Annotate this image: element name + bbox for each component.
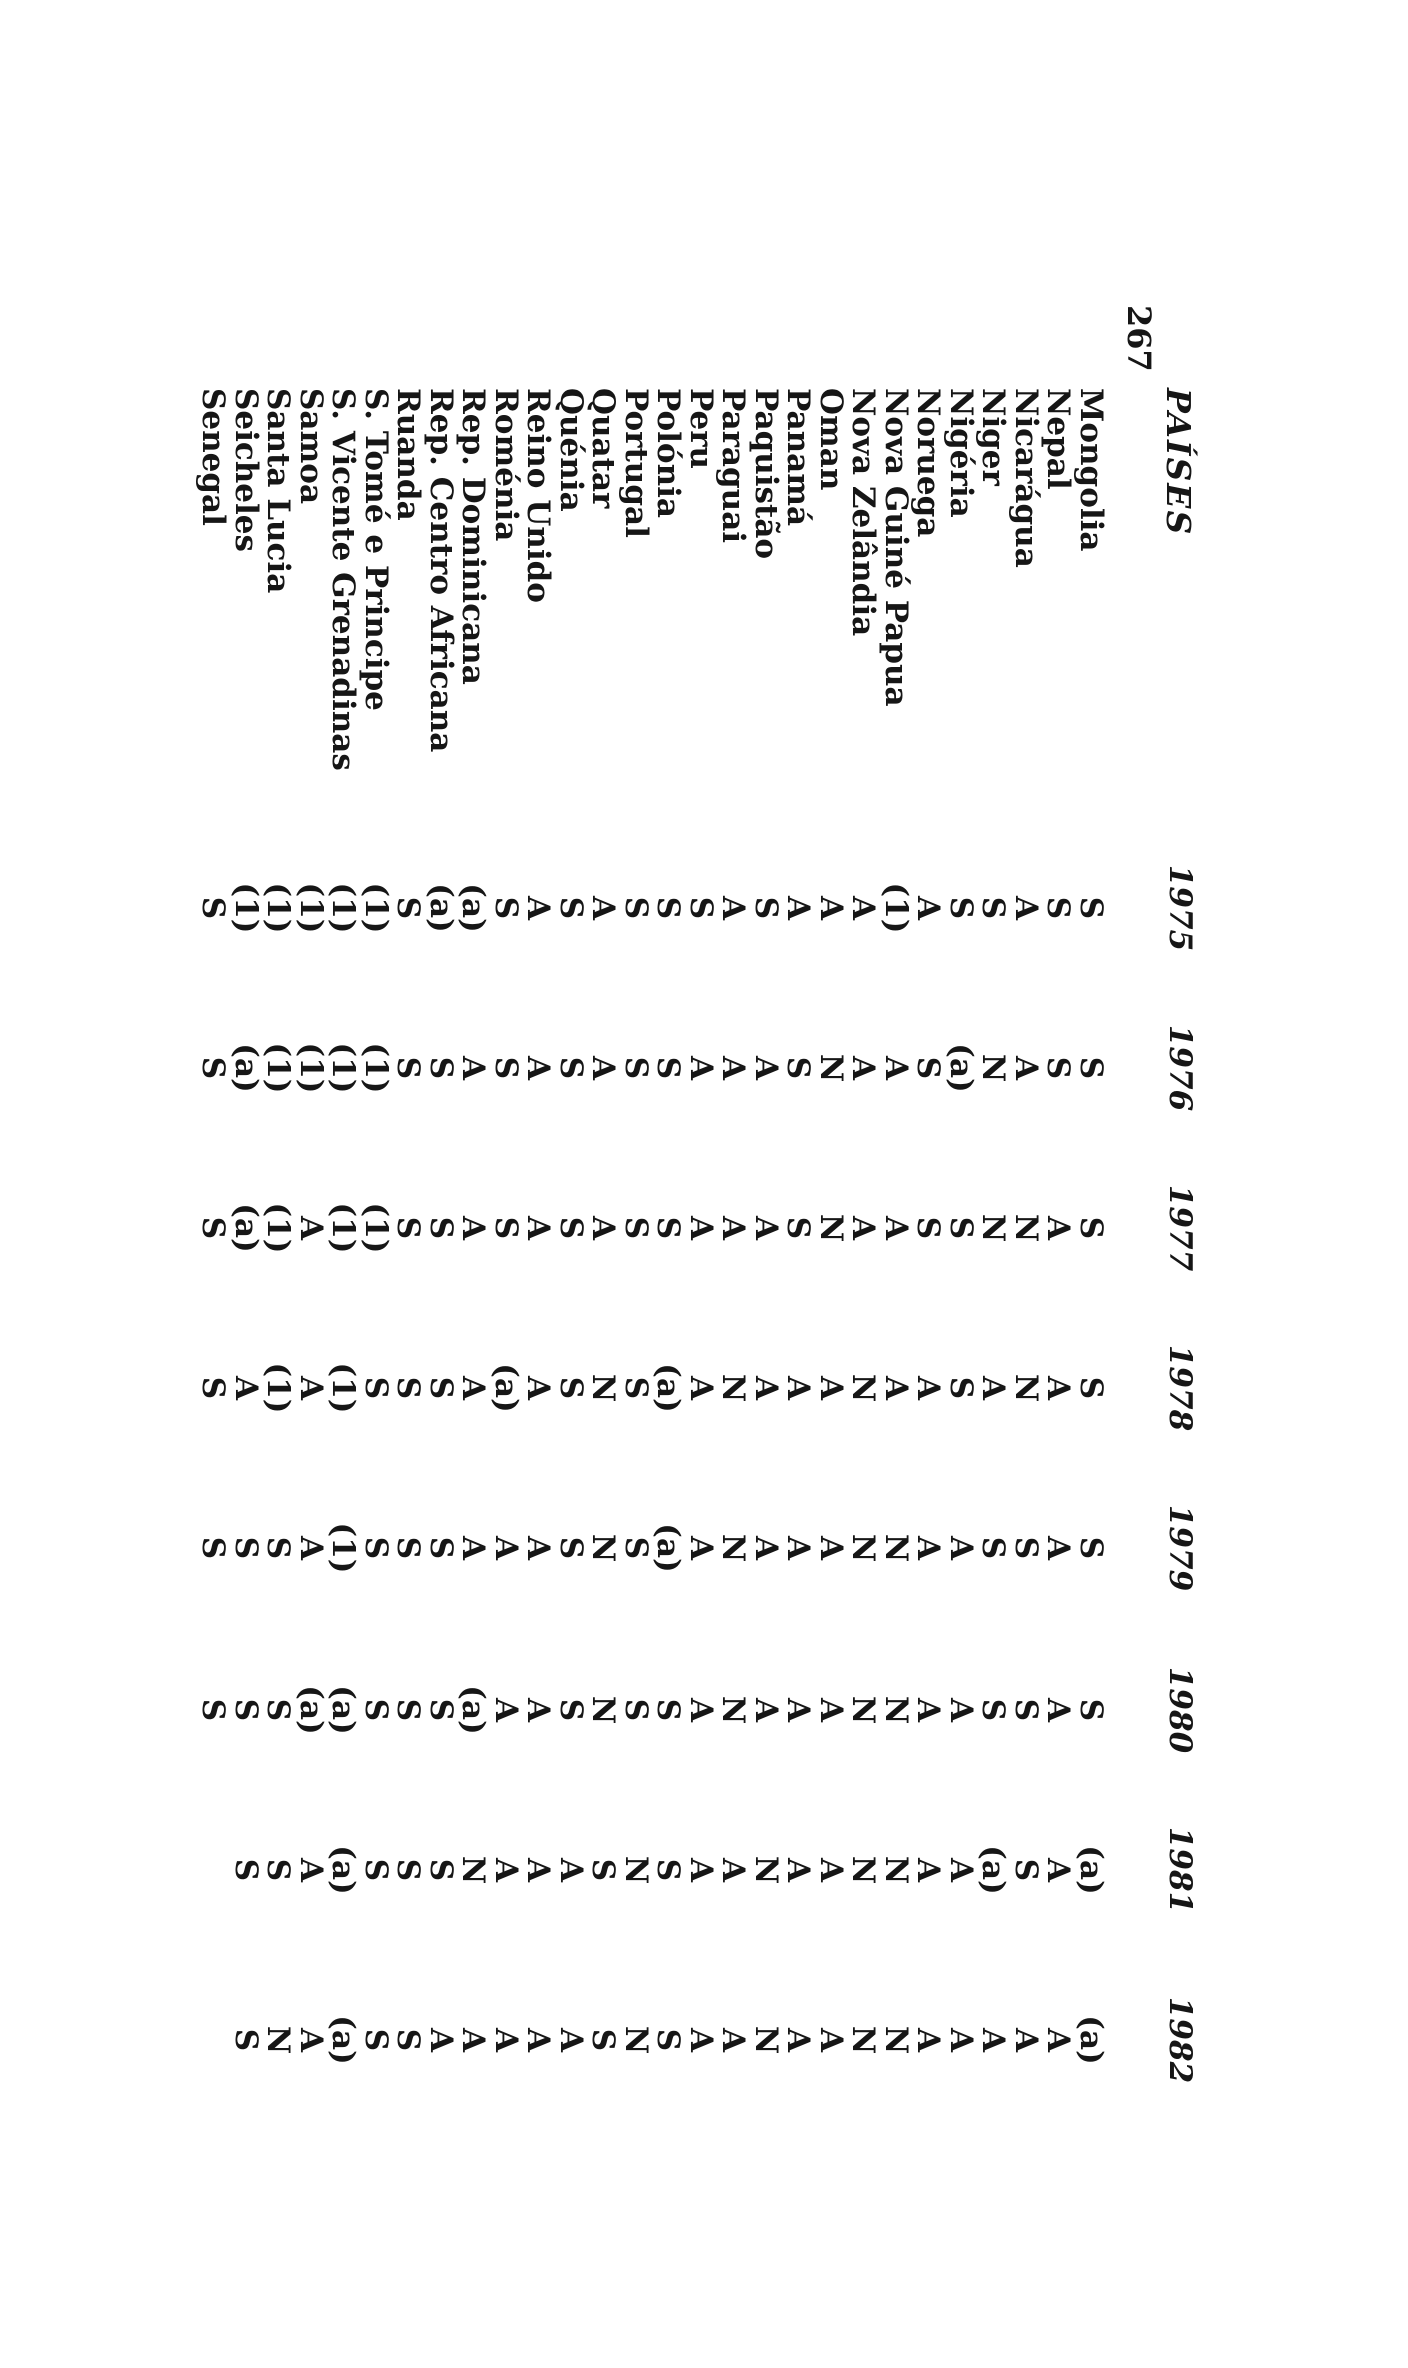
- vote-cell-1982: S: [228, 2028, 264, 2052]
- vote-cell-1981: N: [845, 1855, 882, 1885]
- vote-cell-1978: A: [455, 1375, 492, 1401]
- vote-cell-1977: S: [488, 1216, 524, 1240]
- vote-cell-1975: A: [585, 895, 622, 921]
- vote-cell-1977: S: [943, 1216, 979, 1240]
- vote-cell-1979: (1): [325, 1522, 362, 1574]
- vote-cell-1978: S: [195, 1376, 232, 1400]
- vote-cell-1978: A: [1040, 1375, 1077, 1401]
- table-row: [879, 0, 913, 2368]
- vote-cell-1978: A: [975, 1375, 1012, 1401]
- year-header-1981: 1981: [1162, 1826, 1198, 1914]
- vote-cell-1982: A: [1008, 2027, 1044, 2053]
- table-row: [652, 0, 686, 2368]
- vote-cell-1981: S: [260, 1858, 297, 1882]
- vote-cell-1976: A: [1008, 1055, 1044, 1081]
- vote-cell-1976: (1): [325, 1042, 362, 1094]
- country-name: Nova Zelândia: [845, 388, 882, 637]
- vote-cell-1979: S: [423, 1536, 459, 1560]
- vote-cell-1978: N: [715, 1373, 752, 1403]
- table-row: [847, 0, 881, 2368]
- vote-cell-1975: (1): [878, 882, 914, 934]
- vote-cell-1975: S: [650, 896, 687, 920]
- vote-cell-1979: A: [910, 1535, 947, 1561]
- vote-cell-1979: A: [455, 1535, 492, 1561]
- vote-cell-1979: S: [228, 1536, 264, 1560]
- vote-cell-1981: S: [358, 1858, 394, 1882]
- vote-cell-1978: S: [618, 1376, 654, 1400]
- table-row: [1042, 0, 1076, 2368]
- vote-cell-1975: S: [975, 896, 1012, 920]
- vote-cell-1982: N: [618, 2025, 654, 2055]
- vote-cell-1978: N: [1008, 1373, 1044, 1403]
- vote-cell-1977: S: [390, 1216, 427, 1240]
- year-header-1977: 1977: [1162, 1184, 1198, 1272]
- vote-cell-1981: N: [878, 1855, 914, 1885]
- table-row: [327, 0, 361, 2368]
- vote-cell-1981: A: [1040, 1857, 1077, 1883]
- vote-cell-1976: S: [553, 1056, 589, 1080]
- vote-cell-1977: N: [975, 1213, 1012, 1243]
- vote-cell-1975: S: [195, 896, 232, 920]
- table-row: [522, 0, 556, 2368]
- vote-cell-1980: S: [650, 1698, 687, 1722]
- table-row: [197, 0, 231, 2368]
- vote-cell-1977: S: [910, 1216, 947, 1240]
- vote-cell-1981: A: [293, 1857, 329, 1883]
- vote-cell-1976: A: [715, 1055, 752, 1081]
- year-header-1979: 1979: [1162, 1504, 1198, 1592]
- vote-cell-1976: (a): [943, 1043, 979, 1093]
- vote-cell-1975: (1): [260, 882, 297, 934]
- vote-cell-1975: A: [910, 895, 947, 921]
- vote-cell-1975: A: [780, 895, 817, 921]
- year-header-1980: 1980: [1162, 1666, 1198, 1754]
- vote-cell-1980: A: [943, 1697, 979, 1723]
- vote-cell-1982: N: [845, 2025, 882, 2055]
- country-name: Senegal: [195, 388, 232, 526]
- vote-cell-1979: S: [358, 1536, 394, 1560]
- table-row: [489, 0, 523, 2368]
- vote-cell-1977: A: [748, 1215, 784, 1241]
- vote-cell-1975: A: [715, 895, 752, 921]
- vote-cell-1979: (a): [650, 1523, 687, 1573]
- vote-cell-1975: A: [845, 895, 882, 921]
- vote-cell-1975: (1): [293, 882, 329, 934]
- vote-cell-1980: A: [1040, 1697, 1077, 1723]
- vote-cell-1982: A: [910, 2027, 947, 2053]
- vote-cell-1976: A: [683, 1055, 719, 1081]
- country-name: Noruega: [910, 388, 947, 538]
- vote-cell-1981: A: [683, 1857, 719, 1883]
- vote-cell-1976: S: [618, 1056, 654, 1080]
- vote-cell-1981: A: [813, 1857, 849, 1883]
- vote-cell-1976: A: [748, 1055, 784, 1081]
- vote-cell-1978: A: [293, 1375, 329, 1401]
- vote-cell-1982: S: [585, 2028, 622, 2052]
- vote-cell-1978: A: [878, 1375, 914, 1401]
- vote-cell-1980: (a): [455, 1685, 492, 1735]
- vote-cell-1981: (a): [1073, 1845, 1109, 1895]
- vote-cell-1978: S: [358, 1376, 394, 1400]
- year-header-1978: 1978: [1162, 1344, 1198, 1432]
- table-row: [554, 0, 588, 2368]
- vote-cell-1978: (a): [650, 1363, 687, 1413]
- vote-cell-1976: S: [390, 1056, 427, 1080]
- country-name: Peru: [683, 388, 719, 470]
- table-row: [977, 0, 1011, 2368]
- vote-cell-1976: S: [195, 1056, 232, 1080]
- vote-cell-1975: S: [390, 896, 427, 920]
- table-row: [392, 0, 426, 2368]
- vote-cell-1982: A: [520, 2027, 557, 2053]
- vote-cell-1982: A: [780, 2027, 817, 2053]
- vote-cell-1980: S: [553, 1698, 589, 1722]
- vote-cell-1977: (1): [325, 1202, 362, 1254]
- vote-cell-1981: N: [748, 1855, 784, 1885]
- country-name: Santa Lucia: [260, 388, 297, 594]
- vote-cell-1981: A: [553, 1857, 589, 1883]
- table-row: [229, 0, 263, 2368]
- vote-cell-1977: A: [585, 1215, 622, 1241]
- vote-cell-1979: A: [520, 1535, 557, 1561]
- vote-cell-1977: A: [455, 1215, 492, 1241]
- vote-cell-1981: A: [520, 1857, 557, 1883]
- vote-cell-1982: A: [553, 2027, 589, 2053]
- country-name: Nicarágua: [1008, 388, 1044, 568]
- vote-cell-1982: A: [1040, 2027, 1077, 2053]
- vote-cell-1977: N: [1008, 1213, 1044, 1243]
- vote-cell-1980: S: [195, 1698, 232, 1722]
- vote-cell-1975: S: [1040, 896, 1077, 920]
- vote-cell-1981: N: [455, 1855, 492, 1885]
- country-name: Roménia: [488, 388, 524, 542]
- vote-cell-1979: S: [553, 1536, 589, 1560]
- table-row: [587, 0, 621, 2368]
- vote-cell-1977: S: [780, 1216, 817, 1240]
- vote-cell-1980: A: [748, 1697, 784, 1723]
- vote-cell-1975: A: [1008, 895, 1044, 921]
- page-number: 267: [1120, 305, 1158, 372]
- vote-cell-1980: S: [1073, 1698, 1109, 1722]
- year-header-1975: 1975: [1162, 864, 1198, 952]
- table-row: [944, 0, 978, 2368]
- table-row: [619, 0, 653, 2368]
- vote-cell-1977: (1): [358, 1202, 394, 1254]
- vote-cell-1982: A: [683, 2027, 719, 2053]
- country-name: Mongolia: [1073, 388, 1109, 552]
- vote-cell-1980: S: [358, 1698, 394, 1722]
- vote-cell-1982: A: [488, 2027, 524, 2053]
- vote-cell-1976: N: [975, 1053, 1012, 1083]
- vote-cell-1978: A: [780, 1375, 817, 1401]
- vote-cell-1978: S: [553, 1376, 589, 1400]
- vote-cell-1977: N: [813, 1213, 849, 1243]
- vote-cell-1981: S: [390, 1858, 427, 1882]
- country-name: Reino Unido: [520, 388, 557, 603]
- vote-cell-1980: S: [423, 1698, 459, 1722]
- vote-cell-1975: S: [748, 896, 784, 920]
- vote-cell-1981: A: [488, 1857, 524, 1883]
- vote-cell-1976: S: [423, 1056, 459, 1080]
- country-name: Nova Guiné Papua: [878, 388, 914, 707]
- vote-cell-1978: A: [683, 1375, 719, 1401]
- vote-cell-1978: (1): [325, 1362, 362, 1414]
- vote-cell-1980: N: [585, 1695, 622, 1725]
- vote-cell-1977: (1): [260, 1202, 297, 1254]
- country-name: S. Tomé e Principe: [358, 388, 394, 711]
- vote-cell-1979: N: [878, 1533, 914, 1563]
- country-name: Nepal: [1040, 388, 1077, 490]
- vote-cell-1979: N: [585, 1533, 622, 1563]
- vote-cell-1978: A: [910, 1375, 947, 1401]
- vote-cell-1980: A: [683, 1697, 719, 1723]
- table-row: [749, 0, 783, 2368]
- country-name: Quatar: [585, 388, 622, 509]
- vote-cell-1978: S: [1073, 1376, 1109, 1400]
- vote-cell-1976: A: [520, 1055, 557, 1081]
- vote-cell-1979: A: [943, 1535, 979, 1561]
- vote-cell-1975: A: [520, 895, 557, 921]
- country-name: Paquistão: [748, 388, 784, 560]
- country-name: Oman: [813, 388, 849, 491]
- vote-cell-1976: A: [455, 1055, 492, 1081]
- vote-cell-1977: S: [195, 1216, 232, 1240]
- vote-cell-1980: N: [878, 1695, 914, 1725]
- vote-cell-1981: (a): [325, 1845, 362, 1895]
- table-row: [262, 0, 296, 2368]
- vote-cell-1979: S: [618, 1536, 654, 1560]
- vote-cell-1976: N: [813, 1053, 849, 1083]
- vote-cell-1978: A: [813, 1375, 849, 1401]
- countries-column-header: PAÍSES: [1159, 388, 1198, 537]
- table-row: [684, 0, 718, 2368]
- vote-cell-1981: S: [1008, 1858, 1044, 1882]
- vote-cell-1976: A: [878, 1055, 914, 1081]
- vote-cell-1977: A: [715, 1215, 752, 1241]
- vote-cell-1979: A: [488, 1535, 524, 1561]
- vote-cell-1978: S: [423, 1376, 459, 1400]
- vote-cell-1975: S: [553, 896, 589, 920]
- vote-cell-1978: N: [585, 1373, 622, 1403]
- vote-cell-1980: S: [618, 1698, 654, 1722]
- vote-cell-1978: S: [943, 1376, 979, 1400]
- vote-cell-1975: S: [488, 896, 524, 920]
- vote-cell-1979: S: [1008, 1536, 1044, 1560]
- vote-cell-1978: (a): [488, 1363, 524, 1413]
- vote-cell-1976: S: [910, 1056, 947, 1080]
- vote-cell-1982: A: [975, 2027, 1012, 2053]
- country-name: Rep. Dominicana: [455, 388, 492, 685]
- vote-cell-1980: A: [488, 1697, 524, 1723]
- vote-cell-1977: A: [293, 1215, 329, 1241]
- vote-cell-1981: A: [715, 1857, 752, 1883]
- vote-cell-1976: (1): [358, 1042, 394, 1094]
- vote-cell-1982: (a): [1073, 2015, 1109, 2065]
- vote-cell-1978: S: [390, 1376, 427, 1400]
- vote-cell-1979: A: [748, 1535, 784, 1561]
- country-name: Quénia: [553, 388, 589, 512]
- vote-cell-1979: N: [845, 1533, 882, 1563]
- vote-cell-1979: N: [715, 1533, 752, 1563]
- vote-cell-1980: S: [390, 1698, 427, 1722]
- country-name: Samoa: [293, 388, 329, 505]
- vote-cell-1976: S: [1073, 1056, 1109, 1080]
- vote-cell-1981: S: [585, 1858, 622, 1882]
- vote-cell-1975: (1): [325, 882, 362, 934]
- vote-cell-1978: A: [748, 1375, 784, 1401]
- vote-cell-1977: S: [618, 1216, 654, 1240]
- vote-cell-1976: S: [650, 1056, 687, 1080]
- vote-cell-1980: (a): [293, 1685, 329, 1735]
- vote-cell-1980: S: [1008, 1698, 1044, 1722]
- table-row: [424, 0, 458, 2368]
- table-row: [912, 0, 946, 2368]
- vote-cell-1977: S: [553, 1216, 589, 1240]
- vote-cell-1980: N: [845, 1695, 882, 1725]
- vote-cell-1979: A: [293, 1535, 329, 1561]
- vote-cell-1980: (a): [325, 1685, 362, 1735]
- vote-cell-1978: N: [845, 1373, 882, 1403]
- vote-cell-1982: A: [813, 2027, 849, 2053]
- vote-cell-1979: A: [683, 1535, 719, 1561]
- vote-cell-1982: (a): [325, 2015, 362, 2065]
- year-header-1976: 1976: [1162, 1024, 1198, 1112]
- vote-cell-1982: S: [358, 2028, 394, 2052]
- vote-cell-1979: A: [813, 1535, 849, 1561]
- vote-cell-1976: S: [1040, 1056, 1077, 1080]
- vote-cell-1982: A: [293, 2027, 329, 2053]
- country-name: S. Vicente Grenadinas: [325, 388, 362, 771]
- year-header-1982: 1982: [1162, 1996, 1198, 2084]
- vote-cell-1979: S: [1073, 1536, 1109, 1560]
- vote-cell-1977: (a): [228, 1203, 264, 1253]
- vote-cell-1979: S: [260, 1536, 297, 1560]
- vote-cell-1981: S: [228, 1858, 264, 1882]
- vote-cell-1978: A: [228, 1375, 264, 1401]
- vote-cell-1975: S: [943, 896, 979, 920]
- vote-cell-1981: (a): [975, 1845, 1012, 1895]
- country-name: Ruanda: [390, 388, 427, 521]
- table-row: [359, 0, 393, 2368]
- vote-cell-1977: A: [683, 1215, 719, 1241]
- vote-cell-1977: A: [1040, 1215, 1077, 1241]
- vote-cell-1976: A: [585, 1055, 622, 1081]
- table-row: [1009, 0, 1043, 2368]
- table-row: [457, 0, 491, 2368]
- country-name: Niger: [975, 388, 1012, 486]
- vote-cell-1975: (a): [423, 883, 459, 933]
- vote-cell-1980: N: [715, 1695, 752, 1725]
- vote-cell-1980: A: [780, 1697, 817, 1723]
- vote-cell-1976: S: [488, 1056, 524, 1080]
- vote-cell-1980: A: [910, 1697, 947, 1723]
- country-name: Seicheles: [228, 388, 264, 552]
- vote-cell-1981: S: [650, 1858, 687, 1882]
- country-name: Panamá: [780, 388, 817, 527]
- table-row: [1074, 0, 1108, 2368]
- table-row: [814, 0, 848, 2368]
- table-row: [717, 0, 751, 2368]
- vote-cell-1982: S: [650, 2028, 687, 2052]
- vote-cell-1979: S: [975, 1536, 1012, 1560]
- table-row: [782, 0, 816, 2368]
- vote-cell-1980: A: [520, 1697, 557, 1723]
- vote-cell-1979: S: [390, 1536, 427, 1560]
- vote-cell-1976: (a): [228, 1043, 264, 1093]
- vote-cell-1980: S: [260, 1698, 297, 1722]
- vote-cell-1977: S: [1073, 1216, 1109, 1240]
- vote-cell-1977: S: [650, 1216, 687, 1240]
- vote-cell-1982: A: [455, 2027, 492, 2053]
- vote-cell-1976: S: [780, 1056, 817, 1080]
- vote-cell-1976: (1): [293, 1042, 329, 1094]
- vote-cell-1975: (a): [455, 883, 492, 933]
- vote-cell-1975: (1): [358, 882, 394, 934]
- vote-cell-1982: N: [878, 2025, 914, 2055]
- vote-cell-1982: A: [423, 2027, 459, 2053]
- country-name: Paraguai: [715, 388, 752, 544]
- vote-cell-1975: S: [1073, 896, 1109, 920]
- vote-cell-1982: A: [715, 2027, 752, 2053]
- country-name: Portugal: [618, 388, 654, 538]
- vote-cell-1976: A: [845, 1055, 882, 1081]
- vote-cell-1981: N: [618, 1855, 654, 1885]
- vote-cell-1978: (1): [260, 1362, 297, 1414]
- table-row: [294, 0, 328, 2368]
- vote-cell-1982: A: [943, 2027, 979, 2053]
- vote-cell-1982: S: [390, 2028, 427, 2052]
- vote-cell-1980: S: [228, 1698, 264, 1722]
- vote-cell-1977: A: [845, 1215, 882, 1241]
- vote-cell-1978: A: [520, 1375, 557, 1401]
- vote-cell-1977: A: [878, 1215, 914, 1241]
- vote-cell-1981: A: [780, 1857, 817, 1883]
- vote-cell-1981: A: [910, 1857, 947, 1883]
- vote-cell-1975: S: [618, 896, 654, 920]
- vote-cell-1979: A: [780, 1535, 817, 1561]
- vote-cell-1979: A: [1040, 1535, 1077, 1561]
- vote-cell-1981: A: [943, 1857, 979, 1883]
- vote-cell-1980: S: [975, 1698, 1012, 1722]
- vote-cell-1975: A: [813, 895, 849, 921]
- vote-cell-1981: S: [423, 1858, 459, 1882]
- vote-cell-1977: A: [520, 1215, 557, 1241]
- vote-cell-1980: A: [813, 1697, 849, 1723]
- vote-cell-1979: S: [195, 1536, 232, 1560]
- vote-cell-1982: N: [260, 2025, 297, 2055]
- country-name: Rep. Centro Africana: [423, 388, 459, 753]
- country-name: Nigéria: [943, 388, 979, 518]
- vote-cell-1982: N: [748, 2025, 784, 2055]
- vote-cell-1975: (1): [228, 882, 264, 934]
- vote-cell-1977: S: [423, 1216, 459, 1240]
- vote-cell-1975: S: [683, 896, 719, 920]
- country-name: Polónia: [650, 388, 687, 519]
- vote-cell-1976: (1): [260, 1042, 297, 1094]
